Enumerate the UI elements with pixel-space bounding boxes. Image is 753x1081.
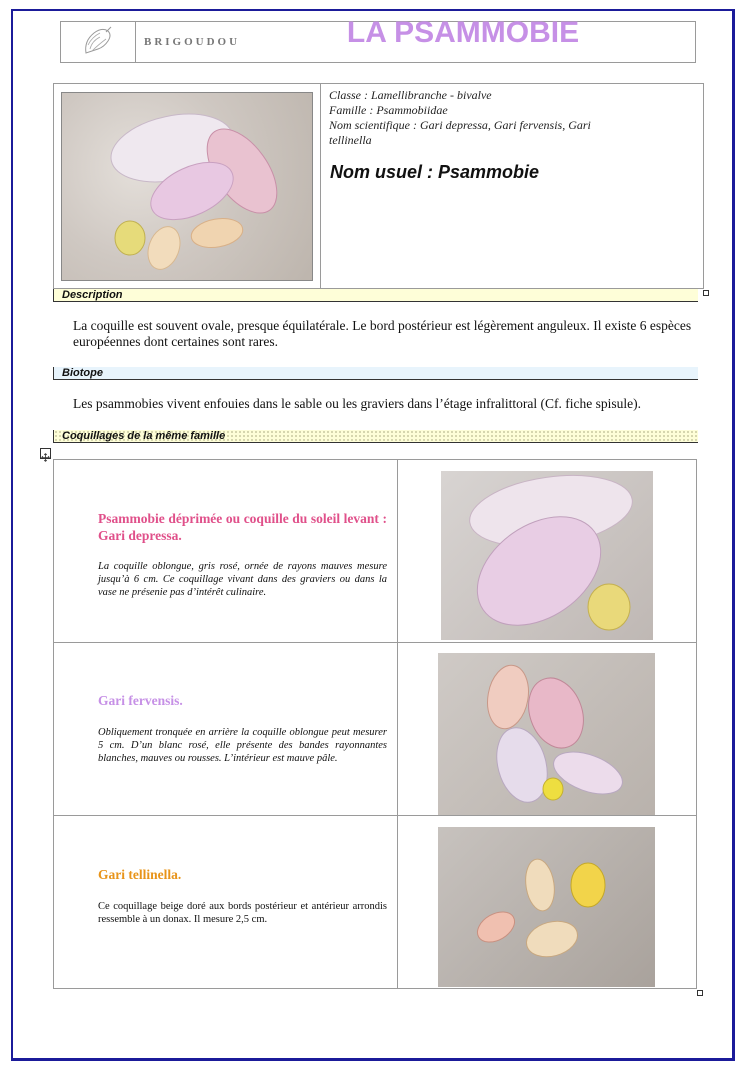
brand-name: BRIGOUDOU — [144, 36, 241, 48]
description-bar: Description — [53, 289, 698, 302]
species-name-fervensis: Gari fervensis. — [98, 693, 183, 708]
photo-gari-fervensis — [438, 653, 655, 815]
biotope-bar: Biotope — [53, 367, 698, 380]
species-desc-tellinella: Ce coquillage beige doré aux bords postérieur et antérieur arrondis ressemble à un donax. Il mesure 2,5 cm. — [98, 901, 387, 925]
table-move-icon[interactable] — [40, 448, 51, 459]
table-column-divider — [397, 460, 398, 988]
species-desc-depressa: La coquille oblongue, gris rosé, ornée de rayons mauves mesure jusqu’à 6 cm. Ce coquillage vivant dans des graviers ou dans la vase ne présenie pas d’intérêt culinaire. — [98, 561, 387, 598]
table-row-divider — [54, 642, 696, 643]
resize-handle[interactable] — [697, 990, 703, 996]
species-name-tellinella: Gari tellinella. — [98, 867, 182, 882]
scientific-name-line: Nom scientifique : Gari depressa, Gari fervensis, Gari tellinella — [329, 118, 591, 147]
resize-handle[interactable] — [703, 290, 709, 296]
photo-gari-tellinella — [438, 827, 655, 987]
classe-line: Classe : Lamellibranche - bivalve — [329, 88, 492, 102]
species-desc-fervensis: Obliquement tronquée en arrière la coquille oblongue peut mesurer 5 cm. D’un blanc rosé, elle présente des bandes rayonnantes blanches, mauves ou rousses. L’intérieur est mauve pâle. — [98, 727, 387, 764]
summary-divider — [320, 84, 321, 288]
description-text: La coquille est souvent ovale, presque équilatérale. Le bord postérieur est légèrement anguleux. Il existe 6 espèces européennes dont certaines sont rares. — [73, 318, 692, 349]
photo-gari-depressa — [441, 471, 653, 640]
biotope-text: Les psammobies vivent enfouies dans le sable ou les graviers dans l’étage infralittoral (Cf. fiche spisule). — [73, 396, 641, 411]
table-row-divider — [54, 815, 696, 816]
shell-logo-icon — [61, 22, 136, 62]
species-name-depressa: Psammobie déprimée ou coquille du soleil levant : Gari depressa. — [98, 511, 387, 543]
main-shell-photo — [61, 92, 313, 281]
classification-block — [329, 88, 629, 148]
common-name: Nom usuel : Psammobie — [330, 162, 540, 182]
page-title: LA PSAMMOBIE — [346, 16, 580, 49]
famille-line: Famille : Psammobiidae — [329, 103, 448, 117]
family-bar: Coquillages de la même famille — [53, 430, 698, 443]
